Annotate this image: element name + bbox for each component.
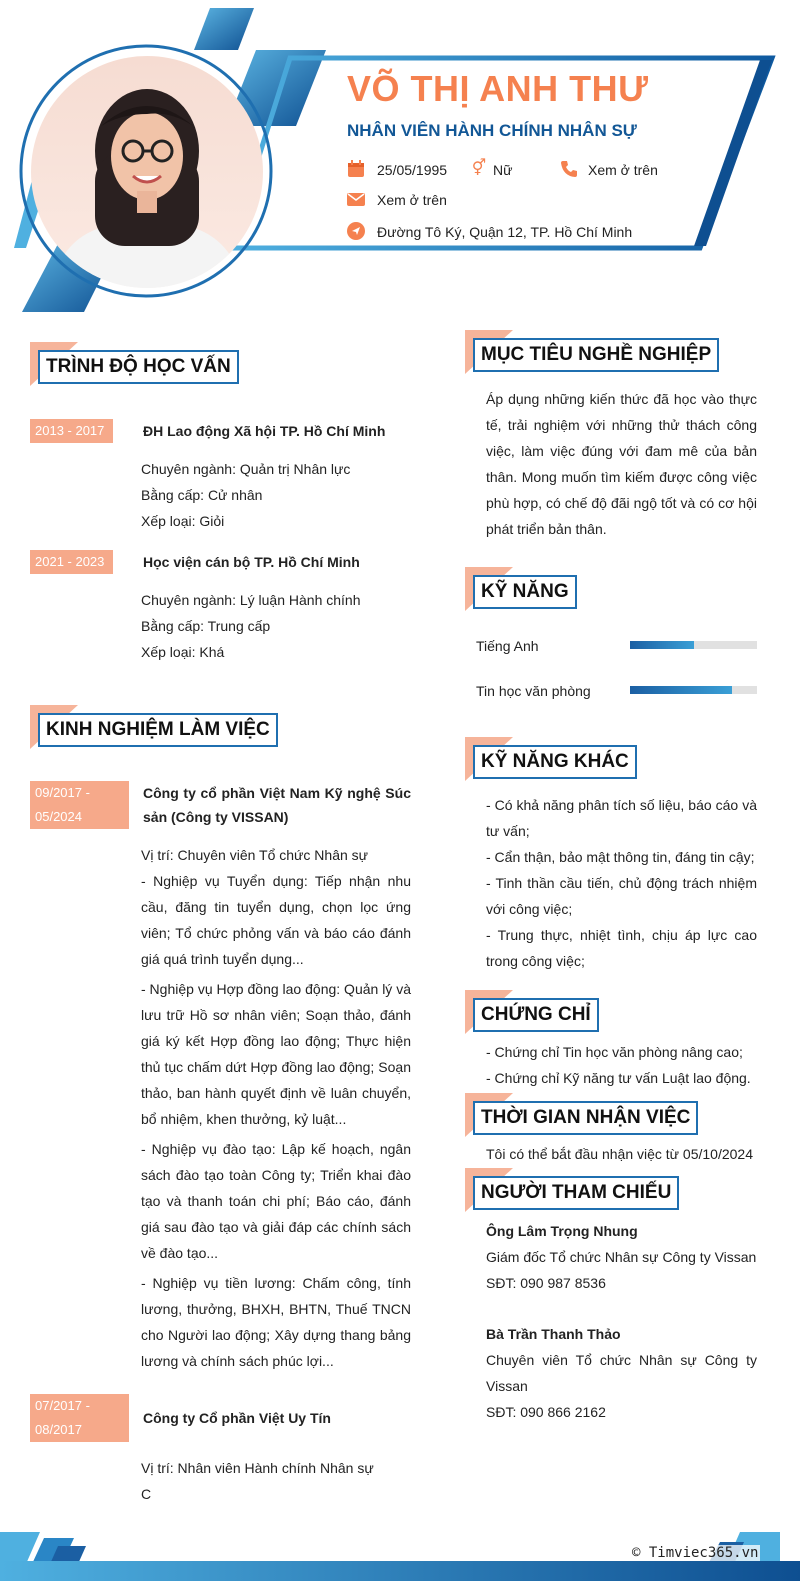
edu-line: Bằng cấp: Cử nhân — [141, 487, 263, 503]
reference-phone: SĐT: 090 987 8536 — [486, 1275, 606, 1291]
edu-period: 2021 - 2023 — [30, 550, 113, 574]
reference-name: Ông Lâm Trọng Nhung — [486, 1223, 638, 1239]
edu-period: 2013 - 2017 — [30, 419, 113, 443]
certificate-item: - Chứng chỉ Kỹ năng tư vấn Luật lao động. — [486, 1070, 751, 1086]
edu-line: Bằng cấp: Trung cấp — [141, 618, 271, 634]
section-title: KINH NGHIỆM LÀM VIỆC — [38, 713, 278, 747]
edu-school: Học viện cán bộ TP. Hồ Chí Minh — [143, 554, 360, 570]
exp-period — [30, 1394, 129, 1442]
edu-line: Chuyên ngành: Lý luận Hành chính — [141, 592, 361, 608]
email: Xem ở trên — [377, 192, 447, 208]
exp-period-end: 08/2017 — [35, 1422, 82, 1437]
candidate-name: VÕ THỊ ANH THƯ — [347, 68, 649, 109]
section-title: MỤC TIÊU NGHỀ NGHIỆP — [473, 338, 719, 372]
section-title: THỜI GIAN NHẬN VIỆC — [473, 1101, 698, 1135]
phone-icon — [560, 160, 578, 178]
skill-name: Tiếng Anh — [476, 638, 539, 654]
section-title: TRÌNH ĐỘ HỌC VẤN — [38, 350, 239, 384]
location-icon — [347, 222, 365, 240]
reference-name: Bà Trần Thanh Thảo — [486, 1326, 621, 1342]
phone: Xem ở trên — [588, 162, 658, 178]
edu-line: Xếp loại: Khá — [141, 644, 225, 660]
objective-text: Áp dụng những kiến thức đã học vào thực tế, trải nghiệm với những thử thách công việc, làm việc đúng với đam mê của bản thân. Mong muốn tìm kiếm được công việc phù hợp, có chế độ đãi ngộ tốt và có cơ hội phát triển bản thân. — [486, 391, 757, 537]
skill-bar-fill — [630, 686, 732, 694]
exp-extra: C — [141, 1486, 152, 1502]
section-title: NGƯỜI THAM CHIẾU — [473, 1176, 679, 1210]
exp-position: Vị trí: Chuyên viên Tổ chức Nhân sự — [141, 847, 369, 863]
exp-duty: - Nghiệp vụ đào tạo: Lập kế hoạch, ngân sách đào tạo toàn Công ty; Triển khai đào tạo và thanh toán chi phí; Báo cáo, đánh giá sau đào tạo và giải đáp các chính sách về đào tạo... — [141, 1141, 411, 1261]
exp-period-start: 07/2017 - — [35, 1398, 90, 1413]
skill-bar — [630, 641, 757, 649]
skill-bar-fill — [630, 641, 694, 649]
address: Đường Tô Ký, Quận 12, TP. Hồ Chí Minh — [377, 224, 633, 240]
exp-company: Công ty cổ phần Việt Nam Kỹ nghệ Súc sản (Công ty VISSAN) — [143, 785, 411, 825]
gender-icon: ⚥ — [471, 160, 487, 177]
section-title: CHỨNG CHỈ — [473, 998, 599, 1032]
exp-position: Vị trí: Nhân viên Hành chính Nhân sự — [141, 1460, 374, 1476]
reference-phone: SĐT: 090 866 2162 — [486, 1404, 606, 1420]
reference-role: Chuyên viên Tổ chức Nhân sự Công ty Vissan — [486, 1352, 757, 1394]
skill-bar — [630, 686, 757, 694]
other-skill-item: - Trung thực, nhiệt tình, chịu áp lực cao trong công việc; — [486, 927, 757, 969]
gender: Nữ — [493, 162, 513, 178]
exp-duty: - Nghiệp vụ Hợp đồng lao động: Quản lý và lưu trữ Hồ sơ nhân viên; Soạn thảo, đánh giá ký kết Hợp đồng lao động; Thực hiện thủ tục chấm dứt Hợp đồng lao động; Soạn thảo, ban hành quyết định về luân chuyển, bổ nhiệm, khen thưởng, kỷ luật... — [141, 981, 411, 1127]
exp-period — [30, 781, 129, 829]
exp-company: Công ty Cổ phần Việt Uy Tín — [143, 1410, 331, 1426]
other-skill-item: - Tinh thần cầu tiến, chủ động trách nhiệm với công việc; — [486, 875, 757, 917]
exp-duty: - Nghiệp vụ tiền lương: Chấm công, tính lương, thưởng, BHXH, BHTN, Thuế TNCN cho Người lao động; Xây dựng thang bảng lương và chính sách phúc lợi... — [141, 1275, 411, 1369]
exp-period-start: 09/2017 - — [35, 785, 90, 800]
other-skill-item: - Có khả năng phân tích số liệu, báo cáo và tư vấn; — [486, 797, 757, 839]
other-skill-item: - Cẩn thận, bảo mật thông tin, đáng tin cậy; — [486, 849, 755, 865]
edu-line: Xếp loại: Giỏi — [141, 513, 225, 529]
exp-period-end: 05/2024 — [35, 809, 82, 824]
section-title: KỸ NĂNG — [473, 575, 577, 609]
exp-duty: - Nghiệp vụ Tuyển dụng: Tiếp nhận nhu cầu, đăng tin tuyển dụng, chọn lọc ứng viên; Tổ chức phỏng vấn và báo cáo đánh giá quá trình tuyển dụng... — [141, 873, 411, 967]
avatar — [31, 56, 263, 288]
watermark: © Timviec365.vn — [632, 1545, 759, 1561]
reference-role: Giám đốc Tổ chức Nhân sự Công ty Vissan — [486, 1249, 757, 1265]
edu-line: Chuyên ngành: Quản trị Nhân lực — [141, 461, 351, 477]
skill-name: Tin học văn phòng — [476, 683, 591, 699]
section-title: KỸ NĂNG KHÁC — [473, 745, 637, 779]
edu-school: ĐH Lao động Xã hội TP. Hồ Chí Minh — [143, 423, 386, 439]
mail-icon — [347, 190, 365, 208]
job-title: NHÂN VIÊN HÀNH CHÍNH NHÂN SỰ — [347, 121, 637, 140]
certificate-item: - Chứng chỉ Tin học văn phòng nâng cao; — [486, 1044, 743, 1060]
availability-text: Tôi có thể bắt đầu nhận việc từ 05/10/2024 — [486, 1146, 754, 1162]
date-of-birth: 25/05/1995 — [377, 162, 448, 178]
calendar-icon — [347, 160, 365, 178]
avatar-illustration — [31, 56, 263, 288]
